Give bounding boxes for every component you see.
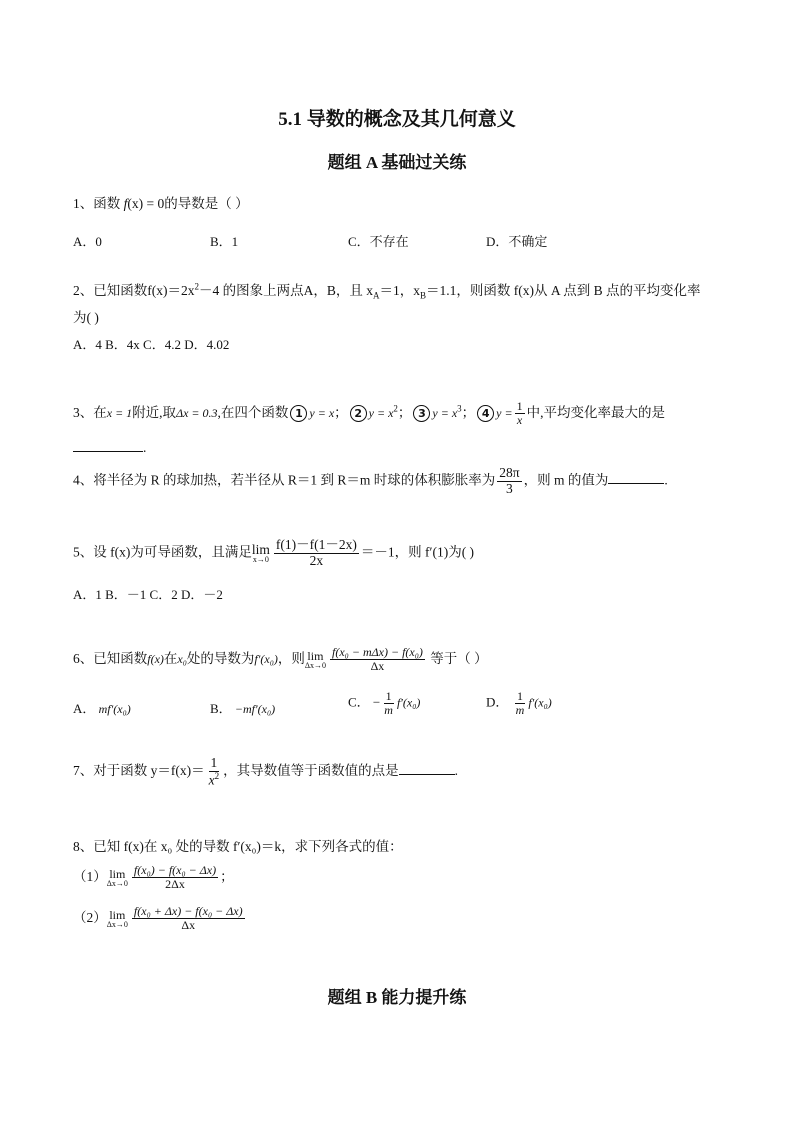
q6-c-fraction xyxy=(382,690,395,717)
q3-frac-den: x xyxy=(516,413,523,428)
circled-2: 2 xyxy=(350,405,367,422)
q6-option-a xyxy=(73,698,131,717)
circled-1: 1 xyxy=(290,405,307,422)
q6-m3: ，则 xyxy=(277,650,305,666)
q1-option-a: A．0 xyxy=(73,234,102,249)
q7-fraction xyxy=(207,756,222,788)
q2-eq2: ＝1.1，则函数 f(x)从 A 点到 B 点的平均变化率 xyxy=(426,283,701,298)
q8-p1-den: 2Δx xyxy=(165,877,185,892)
q5-fraction xyxy=(274,538,359,569)
q6-fp: f′(x₀) xyxy=(254,651,278,666)
q6-x0: x₀ xyxy=(177,651,187,666)
q3-f4: y = xyxy=(496,405,513,420)
lim-text: lim xyxy=(109,866,126,881)
question-1 xyxy=(73,192,249,212)
q2-text: 2、已知函数 xyxy=(73,283,148,298)
q6-d-den: m xyxy=(515,703,525,718)
q2-exp: 2 xyxy=(194,281,199,292)
q8-p2-fraction xyxy=(132,905,245,932)
q6-m1: 在 xyxy=(163,650,178,666)
q6-b-label: B． xyxy=(210,701,232,716)
group-b-heading: 题组 B 能力提升练 xyxy=(327,988,467,1007)
q6-option-d xyxy=(486,690,552,717)
q2-points: A，B，且 x xyxy=(303,283,374,298)
q3-f1: y = x xyxy=(309,405,335,420)
q5-num: f(1)－f(1－2x) xyxy=(275,537,357,552)
q8-part-2 xyxy=(73,905,247,932)
q6-b-value: −mf′(x₀) xyxy=(234,702,276,716)
q3-f3: y = x xyxy=(432,405,458,420)
circled-4: 4 xyxy=(477,405,494,422)
lim-sub: Δx→0 xyxy=(304,660,327,670)
q8-p1-end: ； xyxy=(220,868,234,884)
q2-eq1: ＝1，x xyxy=(379,283,421,298)
q6-c-minus: − xyxy=(372,694,381,710)
question-7 xyxy=(73,756,458,788)
question-2 xyxy=(73,279,701,301)
q2-sub-a: A xyxy=(373,290,380,301)
q2-func: f(x)＝2x xyxy=(147,283,195,298)
q6-a-label: A． xyxy=(73,701,96,716)
q4-end: . xyxy=(664,472,668,488)
q6-c-den: m xyxy=(384,703,393,718)
q7-prefix: 7、对于函数 y＝f(x)＝ xyxy=(73,763,205,779)
q3-frac-num: 1 xyxy=(516,399,523,413)
q3-c2: 附近,取 xyxy=(132,404,177,420)
q3-sep: ； xyxy=(461,404,476,420)
q5-tail: ＝－1，则 f′(1)为( ) xyxy=(360,544,475,560)
q6-m2: 处的导数为 xyxy=(186,650,255,666)
q2-options: A．4 B．4x C．4.2 D．4.02 xyxy=(73,337,230,352)
q4-fraction xyxy=(497,466,521,497)
q6-prefix: 6、已知函数 xyxy=(73,650,148,666)
question-4 xyxy=(73,466,668,497)
q6-option-c xyxy=(348,690,420,717)
lim-text: lim xyxy=(251,541,270,557)
q8-p2-den: Δx xyxy=(181,918,196,933)
circled-3: 3 xyxy=(413,405,430,422)
q2-line-2: 为( ) xyxy=(73,310,99,325)
q1-option-c: C．不存在 xyxy=(348,234,409,249)
page-title: 5.1 导数的概念及其几何意义 xyxy=(278,109,516,130)
q6-d-fraction xyxy=(514,690,527,717)
q1-suffix: 的导数是（ ） xyxy=(164,196,249,211)
q1-option-b: B．1 xyxy=(210,234,239,249)
q8-part-1 xyxy=(73,864,234,891)
q5-prefix: 5、设 f(x)为可导函数，且满足 xyxy=(73,544,252,560)
question-3 xyxy=(73,400,665,427)
q5-lim xyxy=(252,543,270,565)
q1-mid: (x) = 0 xyxy=(127,196,165,211)
q3-tail: 中,平均变化率最大的是 xyxy=(526,404,665,420)
q4-den: 3 xyxy=(506,480,513,496)
q5-den: 2x xyxy=(309,552,324,568)
answer-blank[interactable] xyxy=(608,483,664,484)
q2-sub-b: B xyxy=(420,290,427,301)
q3-c4: ,在四个函数 xyxy=(217,404,289,420)
q3-end: . xyxy=(143,440,147,455)
q6-a-value: mf′(x₀) xyxy=(98,702,131,716)
q7-den: x xyxy=(208,772,215,788)
lim-sub: x→0 xyxy=(252,555,269,565)
q3-prefix: 3、在 xyxy=(73,404,107,420)
q3-f2: y = x xyxy=(368,405,394,420)
q7-tail: ，其导数值等于函数值的点是 xyxy=(223,763,399,779)
question-5 xyxy=(73,538,474,569)
q3-fraction xyxy=(515,400,525,427)
q6-den: Δx xyxy=(370,659,385,674)
q6-tail: 等于（ ） xyxy=(430,650,488,666)
q8-p1-label: （1） xyxy=(73,868,107,884)
q8-p2-num: f(x₀ + Δx) − f(x₀ − Δx) xyxy=(133,904,243,918)
q8-p1-num: f(x₀) − f(x₀ − Δx) xyxy=(133,863,217,877)
q6-option-b xyxy=(210,698,275,717)
q7-end: . xyxy=(454,763,458,779)
q1-fx: f xyxy=(123,196,128,211)
q3-c3: Δx = 0.3 xyxy=(176,405,218,420)
q6-fraction xyxy=(330,646,425,673)
q1-option-d: D．不确定 xyxy=(486,234,548,249)
q6-d-value: f′(x₀) xyxy=(528,695,552,710)
question-8: 8、已知 f(x)在 x₀ 处的导数 f′(x₀)＝k，求下列各式的值： xyxy=(73,839,403,854)
q6-d-label: D． xyxy=(486,694,509,710)
answer-blank[interactable] xyxy=(399,774,455,775)
q8-p1-lim xyxy=(107,868,128,888)
q3-exp2: 2 xyxy=(393,403,398,414)
q8-p2-lim xyxy=(107,909,128,929)
q6-f: f(x) xyxy=(147,651,164,666)
q6-lim xyxy=(305,650,326,670)
lim-text: lim xyxy=(307,648,324,663)
q4-prefix: 4、将半径为 R 的球加热，若半径从 R＝1 到 R＝m 时球的体积膨胀率为 xyxy=(73,472,496,488)
q2-text-b: －4 的图象上两点 xyxy=(199,283,304,298)
q6-c-num: 1 xyxy=(385,689,392,703)
q6-num: f(x₀ − mΔx) − f(x₀) xyxy=(332,645,423,659)
q4-tail: ，则 m 的值为 xyxy=(523,472,609,488)
q6-d-num: 1 xyxy=(516,689,523,703)
q3-exp3: 3 xyxy=(457,403,462,414)
q8-p1-fraction xyxy=(132,864,218,891)
group-a-heading: 题组 A 基础过关练 xyxy=(327,153,467,172)
q5-options: A．1 B．－1 C．2 D．－2 xyxy=(73,587,223,602)
lim-sub: Δx→0 xyxy=(106,919,128,929)
q3-sep: ； xyxy=(334,404,348,420)
q1-prefix: 1、函数 xyxy=(73,196,121,211)
lim-text: lim xyxy=(109,907,126,922)
q6-c-label: C． xyxy=(348,694,370,710)
q3-sep: ； xyxy=(397,404,412,420)
q6-c-value: f′(x₀) xyxy=(396,695,421,710)
answer-blank[interactable] xyxy=(73,451,143,452)
q4-num: 28π xyxy=(499,465,520,480)
q7-den-exp: 2 xyxy=(214,770,220,781)
lim-sub: Δx→0 xyxy=(106,878,128,888)
q3-c1: x = 1 xyxy=(106,405,133,420)
q3-answer-line xyxy=(73,440,146,456)
q8-p2-label: （2） xyxy=(73,909,107,925)
question-6 xyxy=(73,646,488,673)
q7-num: 1 xyxy=(210,755,218,770)
